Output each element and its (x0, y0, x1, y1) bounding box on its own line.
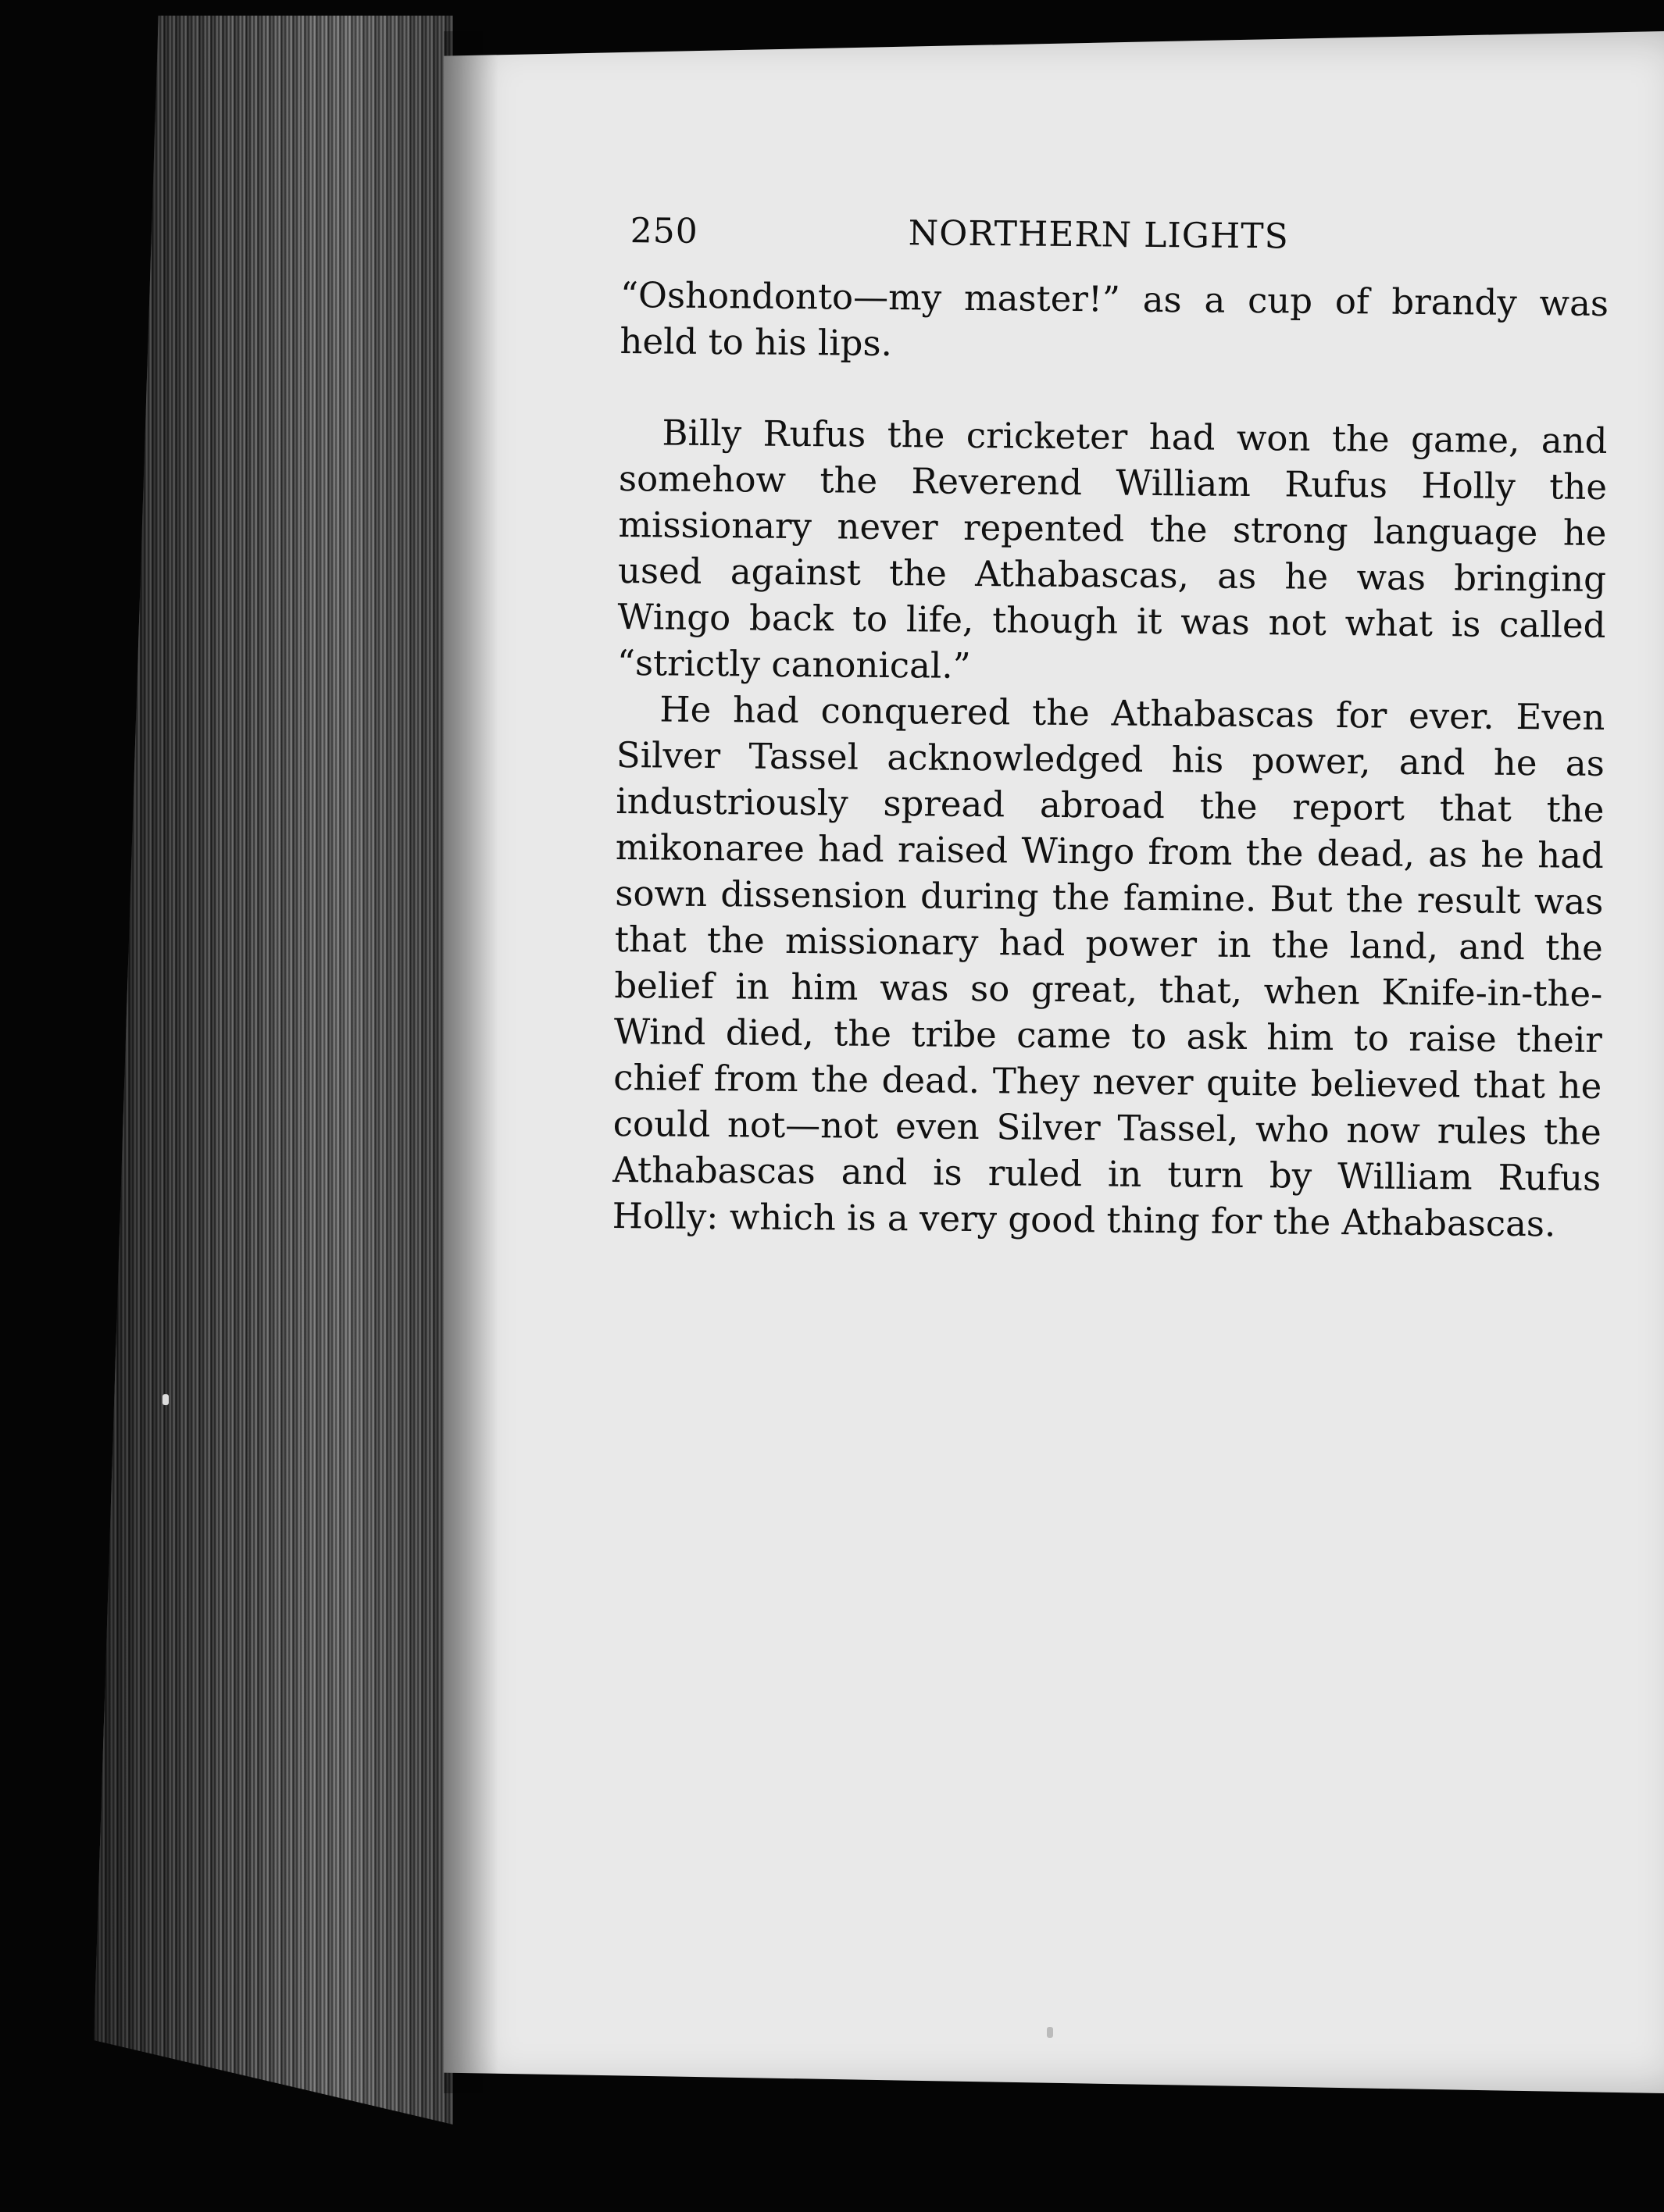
text-block (612, 211, 1609, 1247)
running-head (620, 211, 1609, 274)
page-number: 250 (630, 211, 698, 252)
page-edges-shade (94, 16, 453, 2125)
running-title: NORTHERN LIGHTS (908, 213, 1289, 257)
paragraph-2: Billy Rufus the cricketer had won the game, and somehow the Reverend William Rufus Holly the missionary never repented the strong language he used against the Athabascas, as he was bringing Wingo back to life, though it was not what is called “strictly canonical.” (616, 412, 1608, 687)
paper-gutter-shadow (444, 31, 498, 2093)
paragraph-1: “Oshondonto—my master!” as a cup of brandy was held to his lips. (620, 273, 1609, 365)
paragraph-3: He had conquered the Athabascas for ever. Even Silver Tassel acknowledged his power, and he as industriously spread abroad the report that the mikonaree had raised Wingo from the dead, as he had sown dissension during the famine. But the result was that the missionary had power in the land, and the belief in him was so great, that, when Knife-in-the-Wind died, the tribe came to ask him to raise their chief from the dead. They never quite believed that he could not—not even Silver Tassel, who now rules the Athabascas and is ruled in turn by William Rufus Holly: which is a very good thing for the Athabascas. (612, 688, 1605, 1245)
scan-speck (1047, 2027, 1053, 2038)
scan-speck (162, 1394, 169, 1405)
